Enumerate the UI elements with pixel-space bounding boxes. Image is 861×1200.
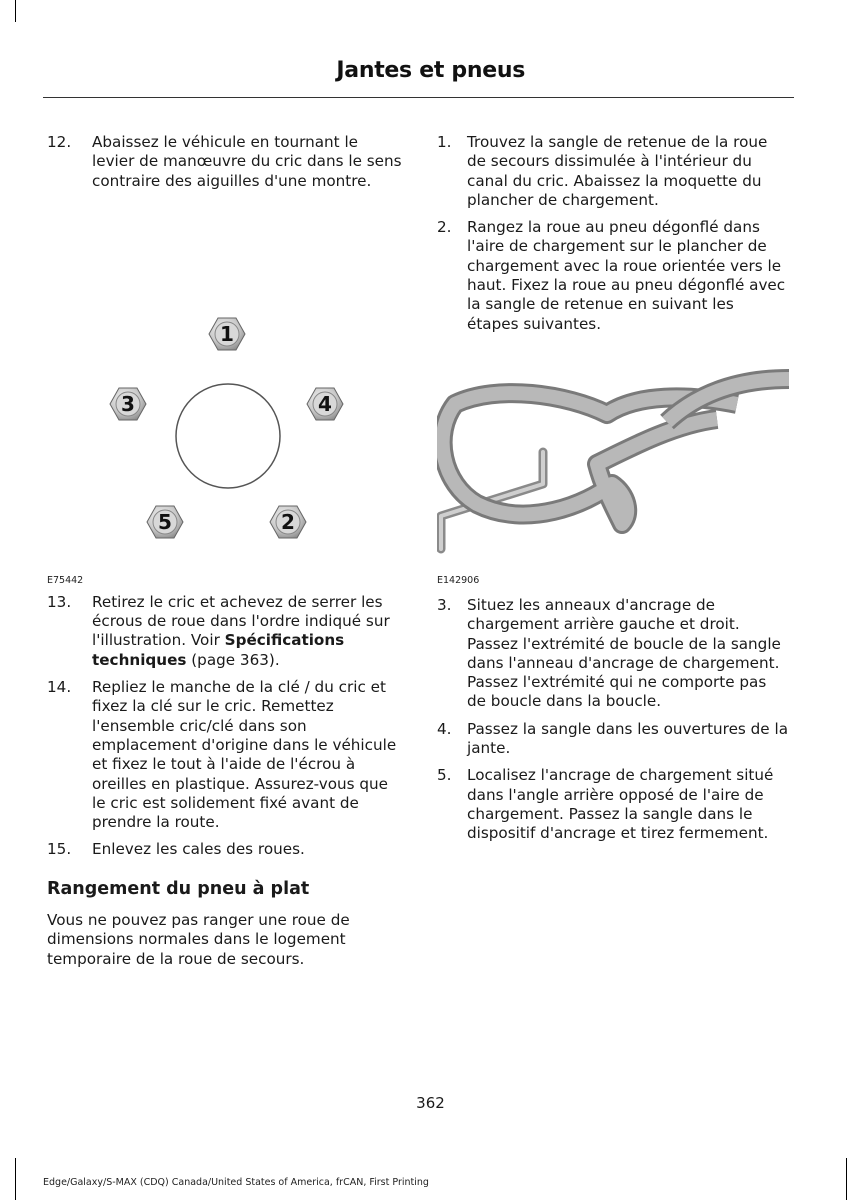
step-13: [47, 593, 402, 670]
crop-mark-bottom-left: [15, 1158, 16, 1200]
step-text: Situez les anneaux d'ancrage de chargement arrière gauche et droit. Passez l'extrémité de boucle de la sangle dans l'anneau d'ancrage de chargement. Passez l'extrémité qui ne comporte pas de boucle dans la boucle.: [467, 595, 781, 711]
step-number: 15.: [47, 840, 72, 859]
lug-nut-sequence-figure: [47, 191, 402, 593]
lug-nut-label-1: 1: [220, 321, 234, 346]
step-text: Repliez le manche de la clé / du cric et fixez la clé sur le cric. Remettez l'ensemble cric/clé dans son emplacement d'origine dans le véhicule et fixez le tout à l'aide de l'écrou à oreilles en plastique. Assurez-vous que le cric est solidement fixé avant de prendre la route.: [92, 678, 397, 832]
lug-nut-label-3: 3: [121, 391, 135, 416]
lug-nut-label-5: 5: [158, 509, 172, 534]
footer-text: Edge/Galaxy/S-MAX (CDQ) Canada/United States of America, frCAN, First Printing: [43, 1177, 429, 1188]
right-column: [437, 133, 789, 844]
page-title: Jantes et pneus: [336, 58, 525, 83]
step-text: Localisez l'ancrage de chargement situé dans l'angle arrière opposé de l'aire de chargement. Passez la sangle dans le dispositif d'ancrage et tirez fermement.: [467, 766, 774, 843]
left-column: [47, 133, 402, 969]
figure-label: E142906: [437, 574, 480, 586]
strap-figure: [437, 334, 789, 596]
step-number: 1.: [437, 133, 452, 151]
step-1: [437, 133, 789, 210]
step-text: Enlevez les cales des roues.: [92, 840, 305, 859]
step-number: 5.: [437, 766, 452, 785]
step-12: [47, 133, 402, 191]
step-3: [437, 596, 789, 712]
step-number: 13.: [47, 592, 72, 611]
step-text: Abaissez le véhicule en tournant le levier de manœuvre du cric dans le sens contraire des aiguilles d'une montre.: [92, 133, 402, 190]
title-rule: [43, 97, 794, 98]
page-number: 362: [416, 1094, 445, 1112]
crop-mark-bottom-right: [846, 1158, 847, 1200]
step-text: Trouvez la sangle de retenue de la roue de secours dissimulée à l'intérieur du canal du cric. Abaissez la moquette du plancher de chargement.: [467, 133, 768, 209]
step-14: [47, 678, 402, 832]
step-text: Rangez la roue au pneu dégonflé dans l'aire de chargement sur le plancher de chargement avec la roue orientée vers le haut. Fixez la roue au pneu dégonflé avec la sangle de retenue en suivant les étapes suivantes.: [467, 218, 786, 333]
lug-nut-label-4: 4: [318, 391, 332, 416]
step-text-after: (page 363).: [186, 650, 280, 669]
step-number: 12.: [47, 133, 72, 151]
step-4: [437, 720, 789, 759]
step-number: 3.: [437, 595, 452, 614]
spec-link[interactable]: Spécifications techniques: [92, 631, 345, 669]
step-number: 2.: [437, 218, 452, 237]
lug-nut-label-2: 2: [281, 509, 295, 534]
lug-nut-diagram: [47, 191, 402, 571]
figure-label: E75442: [47, 574, 84, 586]
step-text: Passez la sangle dans les ouvertures de la jante.: [467, 719, 789, 758]
step-text: Retirez le cric et achevez de serrer les écrous de roue dans l'ordre indiqué sur l'illustration. Voir: [92, 592, 390, 650]
section-heading: Rangement du pneu à plat: [47, 878, 310, 899]
step-15: [47, 840, 402, 859]
strap-anchor-illustration: [437, 334, 789, 574]
step-number: 4.: [437, 719, 452, 738]
step-2: [437, 218, 789, 334]
section-paragraph: Vous ne pouvez pas ranger une roue de dimensions normales dans le logement temporaire de la roue de secours.: [47, 911, 350, 968]
wheel-hub-circle: [176, 384, 280, 488]
crop-mark-top-left: [15, 0, 16, 22]
step-number: 14.: [47, 678, 72, 697]
step-5: [437, 766, 789, 843]
